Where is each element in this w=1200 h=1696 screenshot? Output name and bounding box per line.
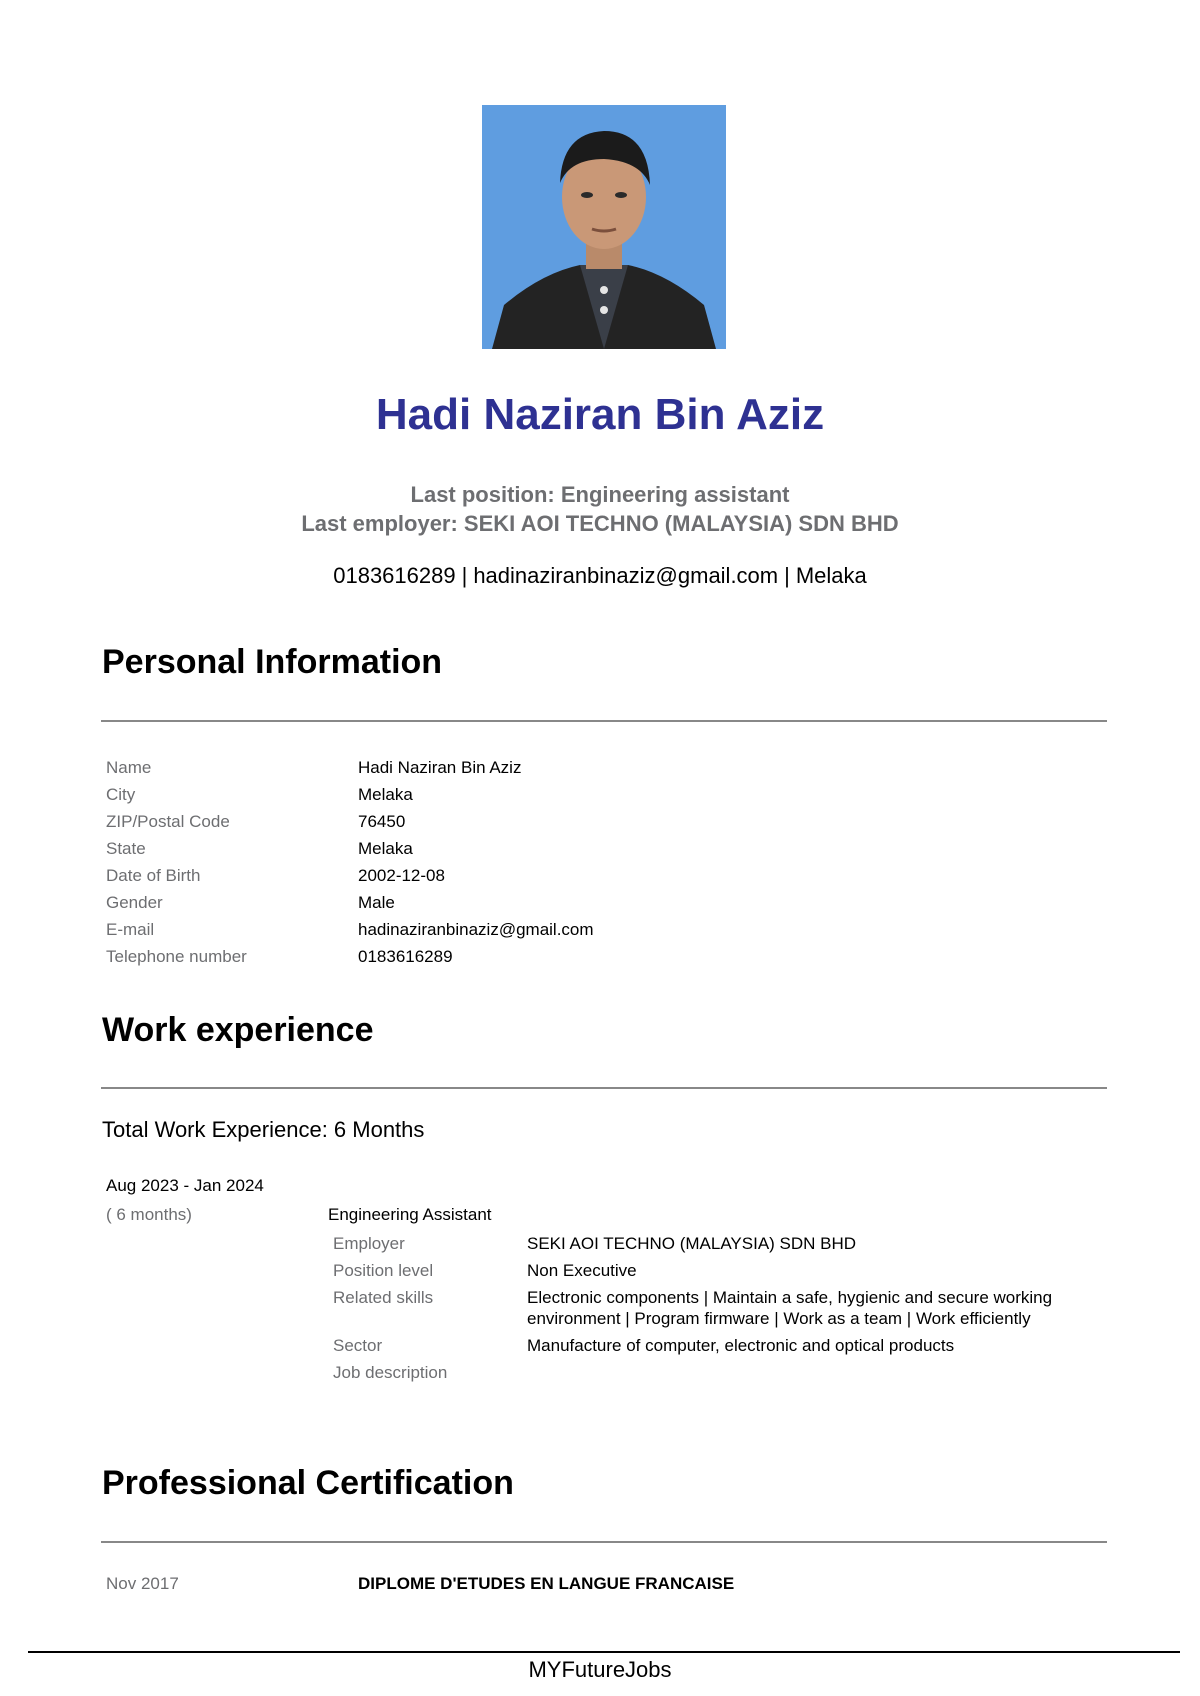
section-divider <box>101 1541 1107 1543</box>
info-key: Telephone number <box>106 946 247 966</box>
footer-divider <box>28 1651 1180 1653</box>
personal-info-table <box>106 754 594 970</box>
job-date-range: Aug 2023 - Jan 2024 <box>106 1176 264 1195</box>
section-divider <box>101 1087 1107 1089</box>
last-position: Last position: Engineering assistant <box>410 482 790 507</box>
info-value: 2002-12-08 <box>358 865 445 885</box>
personal-info-title: Personal Information <box>102 643 443 681</box>
contact-line <box>0 563 1200 589</box>
job-details <box>333 1233 1113 1389</box>
job-duration: ( 6 months) <box>106 1205 192 1224</box>
info-row <box>106 754 594 781</box>
job-detail-value: SEKI AOI TECHNO (MALAYSIA) SDN BHD <box>527 1234 857 1253</box>
contact-separator: | <box>461 563 468 588</box>
job-detail-row <box>333 1287 1113 1329</box>
certification-date: Nov 2017 <box>106 1574 179 1593</box>
job-detail-row <box>333 1362 1113 1383</box>
info-key: Name <box>106 757 152 777</box>
info-value: Melaka <box>358 838 413 858</box>
info-key: City <box>106 784 136 804</box>
info-row <box>106 835 594 862</box>
last-employer: Last employer: SEKI AOI TECHNO (MALAYSIA) SDN BHD <box>301 511 899 536</box>
info-row <box>106 916 594 943</box>
info-value: 76450 <box>358 811 406 831</box>
job-detail-value: Electronic components | Maintain a safe, hygienic and secure working environment | Program firmware | Work as a team | Work efficiently <box>527 1288 1053 1328</box>
job-detail-row <box>333 1260 1113 1281</box>
info-value: Hadi Naziran Bin Aziz <box>358 757 522 777</box>
info-key: ZIP/Postal Code <box>106 811 230 831</box>
job-detail-row <box>333 1335 1113 1356</box>
profile-photo <box>482 105 726 349</box>
info-row <box>106 781 594 808</box>
info-row <box>106 889 594 916</box>
job-detail-key: Sector <box>333 1336 383 1355</box>
info-key: Gender <box>106 892 163 912</box>
info-value: Melaka <box>358 784 413 804</box>
footer-brand: MYFutureJobs <box>528 1657 672 1682</box>
info-key: State <box>106 838 146 858</box>
job-detail-key: Employer <box>333 1234 405 1253</box>
job-detail-value: Manufacture of computer, electronic and optical products <box>527 1336 955 1355</box>
certification-name: DIPLOME D'ETUDES EN LANGUE FRANCAISE <box>358 1574 735 1593</box>
job-detail-key: Related skills <box>333 1288 434 1307</box>
info-row <box>106 862 594 889</box>
contact-email[interactable]: hadinaziranbinaziz@gmail.com <box>473 563 779 588</box>
info-key: E-mail <box>106 919 155 939</box>
contact-separator: | <box>784 563 790 588</box>
job-detail-key: Position level <box>333 1261 434 1280</box>
contact-city: Melaka <box>795 563 867 588</box>
job-detail-value: Non Executive <box>527 1261 637 1280</box>
job-detail-key: Job description <box>333 1363 448 1382</box>
total-work-experience: Total Work Experience: 6 Months <box>102 1117 425 1142</box>
info-value: Male <box>358 892 395 912</box>
job-title: Engineering Assistant <box>328 1205 492 1224</box>
section-divider <box>101 720 1107 722</box>
info-value: 0183616289 <box>358 946 453 966</box>
person-portrait-icon <box>482 105 726 349</box>
job-detail-row <box>333 1233 1113 1254</box>
contact-phone: 0183616289 <box>333 563 456 588</box>
info-value[interactable]: hadinaziranbinaziz@gmail.com <box>358 919 594 939</box>
info-row <box>106 943 594 970</box>
work-experience-title: Work experience <box>102 1011 374 1049</box>
info-row <box>106 808 594 835</box>
info-key: Date of Birth <box>106 865 201 885</box>
candidate-name: Hadi Naziran Bin Aziz <box>375 390 825 439</box>
certification-title: Professional Certification <box>102 1464 514 1502</box>
